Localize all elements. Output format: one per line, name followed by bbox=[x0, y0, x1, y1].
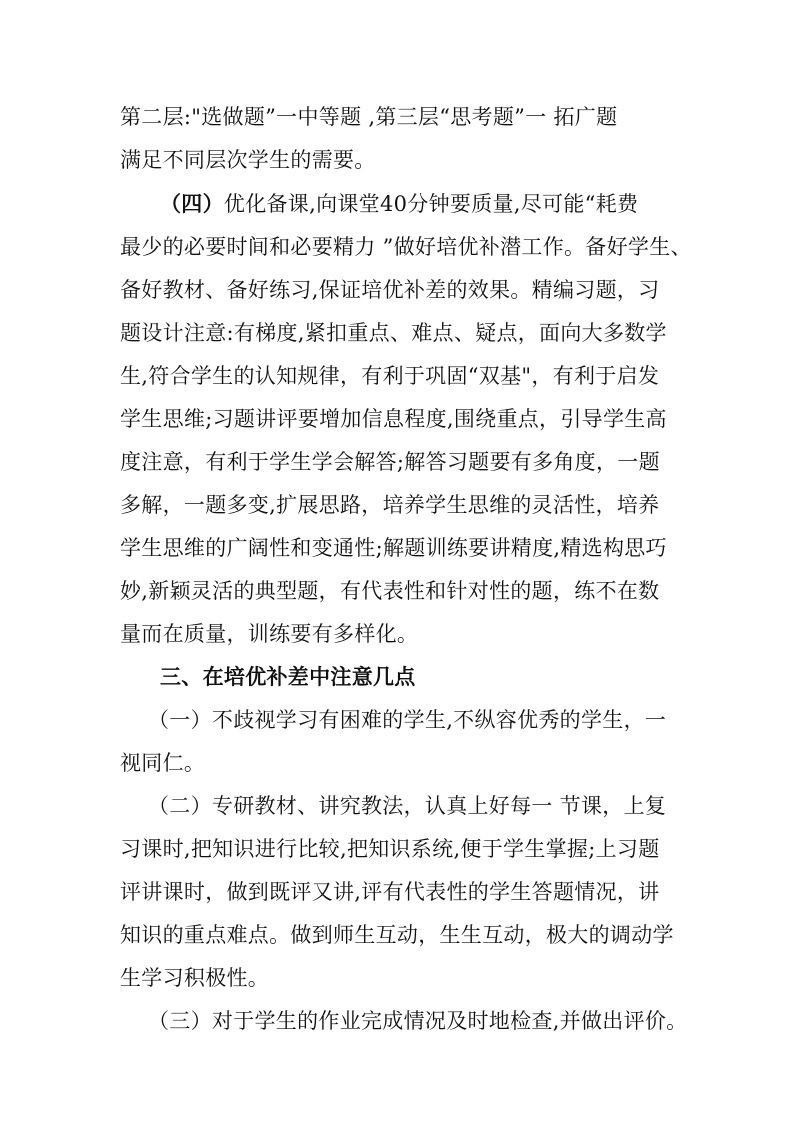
body-text-line: 生学习积极性。 bbox=[120, 966, 270, 990]
body-text-line: 妙,新颖灵活的典型题，有代表性和针对性的题，练不在数 bbox=[120, 579, 660, 603]
body-text-line: 生,符合学生的认知规律，有利于巩固“双基"，有利于启发 bbox=[120, 364, 660, 388]
paragraph-first-line bbox=[160, 189, 638, 219]
body-text-line: 习课时,把知识进行比较,把知识系统,便于学生掌握;上习题 bbox=[120, 837, 660, 861]
body-text-line: 最少的必要时间和必要精力 ”做好培优补潜工作。备好学生、 bbox=[120, 235, 692, 259]
body-text-line: 多解，一题多变,扩展思路，培养学生思维的灵活性，培养 bbox=[120, 493, 660, 517]
paragraph-first-line: （二）专研教材、讲究教法，认真上好每一 节课，上复 bbox=[148, 794, 667, 818]
body-text-line: 学生思维的广阔性和变通性;解题训练要讲精度,精选构思巧 bbox=[120, 536, 667, 560]
body-text-line: 知识的重点难点。做到师生互动，生生互动，极大的调动学 bbox=[120, 923, 674, 947]
body-text-line: 评讲课时，做到既评又讲,评有代表性的学生答题情况，讲 bbox=[120, 880, 660, 904]
body-text-line: 第二层:"选做题”一中等题 ,第三层“思考题”一 拓广题 bbox=[120, 105, 618, 129]
body-text-line: 满足不同层次学生的需要。 bbox=[120, 148, 376, 172]
body-text-line: 题设计注意:有梯度,紧扣重点、难点、疑点，面向大多数学 bbox=[120, 321, 667, 345]
body-text: 优化备课,向课堂40分钟要质量,尽可能“耗费 bbox=[223, 192, 639, 216]
section-number: （四） bbox=[160, 191, 224, 216]
body-text-line: 量而在质量，训练要有多样化。 bbox=[120, 622, 419, 646]
section-heading: 三、在培优补差中注意几点 bbox=[160, 665, 416, 689]
paragraph-first-line: （三）对于学生的作业完成情况及时地检查,并做出评价。 bbox=[148, 1009, 688, 1033]
body-text-line: 学生思维;习题讲评要增加信息程度,围绕重点，引导学生高 bbox=[120, 407, 667, 431]
body-text-line: 视同仁。 bbox=[120, 751, 206, 775]
body-text-line: 度注意，有利于学生学会解答;解答习题要有多角度，一题 bbox=[120, 450, 660, 474]
paragraph-first-line: （一）不歧视学习有困难的学生,不纵容优秀的学生，一 bbox=[148, 708, 667, 732]
body-text-line: 备好教材、备好练习,保证培优补差的效果。精编习题，习 bbox=[120, 278, 660, 302]
